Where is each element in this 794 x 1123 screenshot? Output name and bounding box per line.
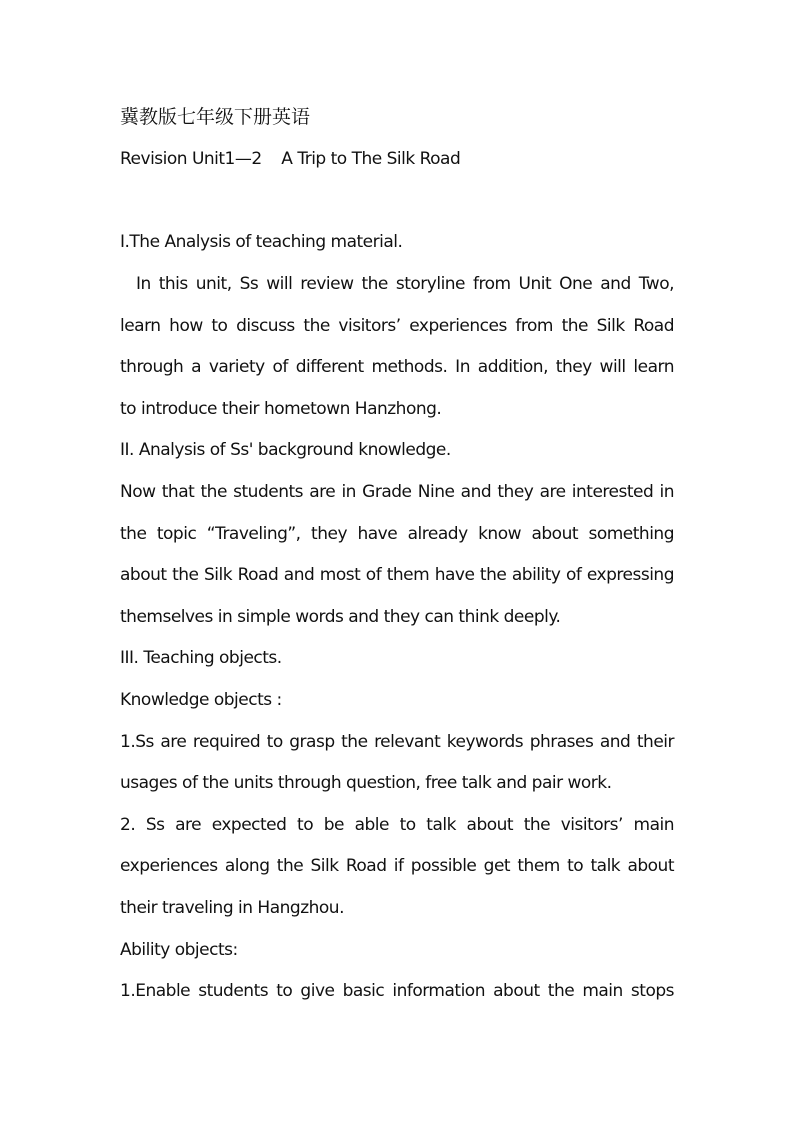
list-item-line: 1.Enable students to give basic information about the main stops bbox=[120, 981, 674, 1001]
paragraph-line: learn how to discuss the visitors’ experiences from the Silk Road bbox=[120, 316, 674, 336]
paragraph-line: Now that the students are in Grade Nine and they are interested in bbox=[120, 482, 674, 502]
list-item-line: experiences along the Silk Road if possible get them to talk about bbox=[120, 856, 674, 876]
document-subtitle: Revision Unit1—2 A Trip to The Silk Road bbox=[120, 149, 461, 169]
list-item-line: their traveling in Hangzhou. bbox=[120, 898, 344, 918]
list-item-line: 2. Ss are expected to be able to talk about the visitors’ main bbox=[120, 815, 674, 835]
paragraph-line: In this unit, Ss will review the storyline from Unit One and Two, bbox=[120, 274, 674, 294]
list-item-line: usages of the units through question, free talk and pair work. bbox=[120, 773, 612, 793]
subheading-ability-objects: Ability objects: bbox=[120, 940, 238, 960]
paragraph-line: about the Silk Road and most of them have the ability of expressing bbox=[120, 565, 674, 585]
paragraph-line: to introduce their hometown Hanzhong. bbox=[120, 399, 442, 419]
section-heading-teaching-objects: III. Teaching objects. bbox=[120, 648, 282, 668]
paragraph-line: through a variety of different methods. In addition, they will learn bbox=[120, 357, 674, 377]
document-title: 冀教版七年级下册英语 bbox=[120, 106, 311, 128]
subheading-knowledge-objects: Knowledge objects : bbox=[120, 690, 282, 710]
paragraph-line: themselves in simple words and they can think deeply. bbox=[120, 607, 561, 627]
list-item-line: 1.Ss are required to grasp the relevant keywords phrases and their bbox=[120, 732, 674, 752]
section-heading-background-knowledge: II. Analysis of Ss' background knowledge. bbox=[120, 440, 451, 460]
section-heading-analysis-material: I.The Analysis of teaching material. bbox=[120, 232, 403, 252]
paragraph-line: the topic “Traveling”, they have already know about something bbox=[120, 524, 674, 544]
